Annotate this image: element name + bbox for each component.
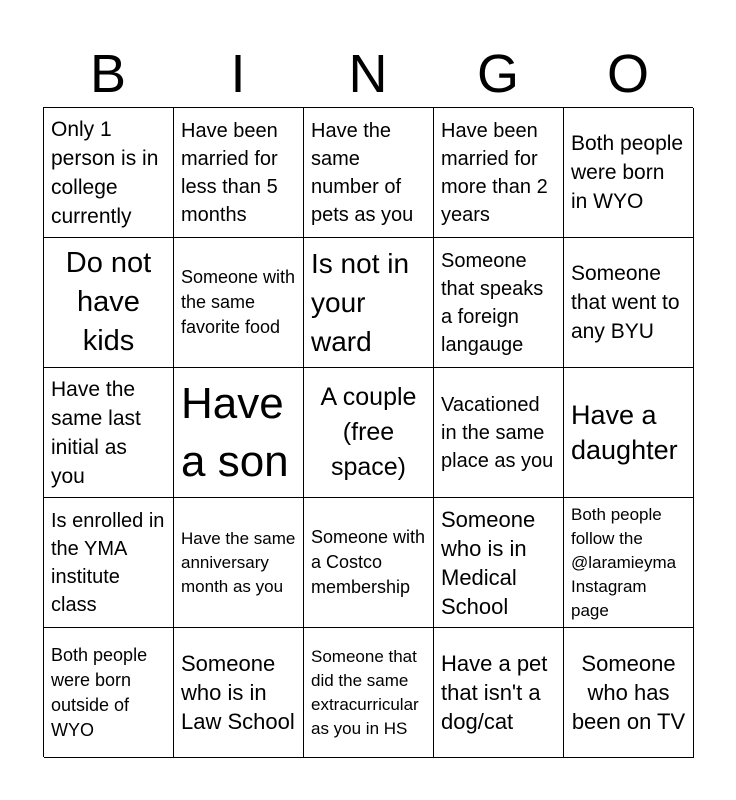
bingo-cell[interactable]: [304, 628, 434, 758]
bingo-header: [43, 40, 693, 108]
cell-text: Someone that did the same extracurricular as you in HS: [311, 646, 419, 738]
bingo-cell[interactable]: [44, 368, 174, 498]
header-letter-n: N: [348, 44, 388, 104]
cell-text: Have a pet that isn't a dog/cat: [441, 651, 548, 734]
cell-text: Is enrolled in the YMA institute class: [51, 509, 165, 616]
bingo-cell[interactable]: [174, 108, 304, 238]
cell-text: Do not have kids: [65, 247, 152, 357]
cell-text: Have a son: [181, 378, 289, 486]
header-letter-o: O: [606, 44, 649, 104]
cell-text: Someone with the same favorite food: [181, 267, 296, 337]
bingo-board: [43, 107, 693, 757]
bingo-cell[interactable]: [44, 628, 174, 758]
bingo-cell[interactable]: [44, 498, 174, 628]
cell-text: Have the same last initial as you: [51, 377, 141, 488]
bingo-cell[interactable]: [564, 628, 694, 758]
cell-text: Have been married for more than 2 years: [441, 119, 548, 226]
bingo-cell[interactable]: [174, 368, 304, 498]
cell-text: Both people were born in WYO: [571, 132, 684, 213]
bingo-cell[interactable]: [304, 108, 434, 238]
bingo-cell[interactable]: [564, 238, 694, 368]
bingo-cell[interactable]: [434, 238, 564, 368]
header-letter-i: I: [230, 44, 246, 104]
cell-text: Someone that speaks a foreign langauge: [441, 249, 544, 356]
bingo-cell[interactable]: [564, 368, 694, 498]
bingo-cell[interactable]: [174, 238, 304, 368]
bingo-cell[interactable]: [304, 368, 434, 498]
bingo-cell[interactable]: [434, 108, 564, 238]
header-letter-g: G: [476, 44, 519, 104]
cell-text: Someone who is in Law School: [181, 651, 295, 734]
cell-text: Both people follow the @laramieyma Instagram page: [571, 504, 677, 620]
bingo-cell[interactable]: [434, 628, 564, 758]
bingo-cell[interactable]: [564, 498, 694, 628]
cell-text: Is not in your ward: [311, 248, 410, 357]
cell-text: Both people were born outside of WYO: [51, 644, 148, 740]
cell-text: Someone with a Costco membership: [311, 527, 426, 597]
cell-text: Someone who is in Medical School: [441, 506, 536, 619]
cell-text: A couple (free space): [320, 383, 417, 481]
bingo-cell[interactable]: [304, 498, 434, 628]
bingo-cell[interactable]: [564, 108, 694, 238]
cell-text: Have been married for less than 5 months: [181, 119, 278, 226]
bingo-cell[interactable]: [174, 498, 304, 628]
cell-text: Have a daughter: [571, 399, 678, 465]
cell-text: Have the same number of pets as you: [311, 119, 414, 226]
bingo-cell[interactable]: [44, 108, 174, 238]
bingo-cell[interactable]: [434, 498, 564, 628]
cell-text: Someone that went to any BYU: [571, 262, 680, 343]
cell-text: Only 1 person is in college currently: [51, 117, 159, 228]
header-letter-b: B: [89, 44, 127, 104]
cell-text: Have the same anniversary month as you: [181, 528, 296, 596]
cell-text: Vacationed in the same place as you: [441, 393, 554, 472]
bingo-cell[interactable]: [434, 368, 564, 498]
bingo-cell[interactable]: [44, 238, 174, 368]
bingo-cell[interactable]: [304, 238, 434, 368]
bingo-cell[interactable]: [174, 628, 304, 758]
cell-text: Someone who has been on TV: [571, 651, 686, 734]
